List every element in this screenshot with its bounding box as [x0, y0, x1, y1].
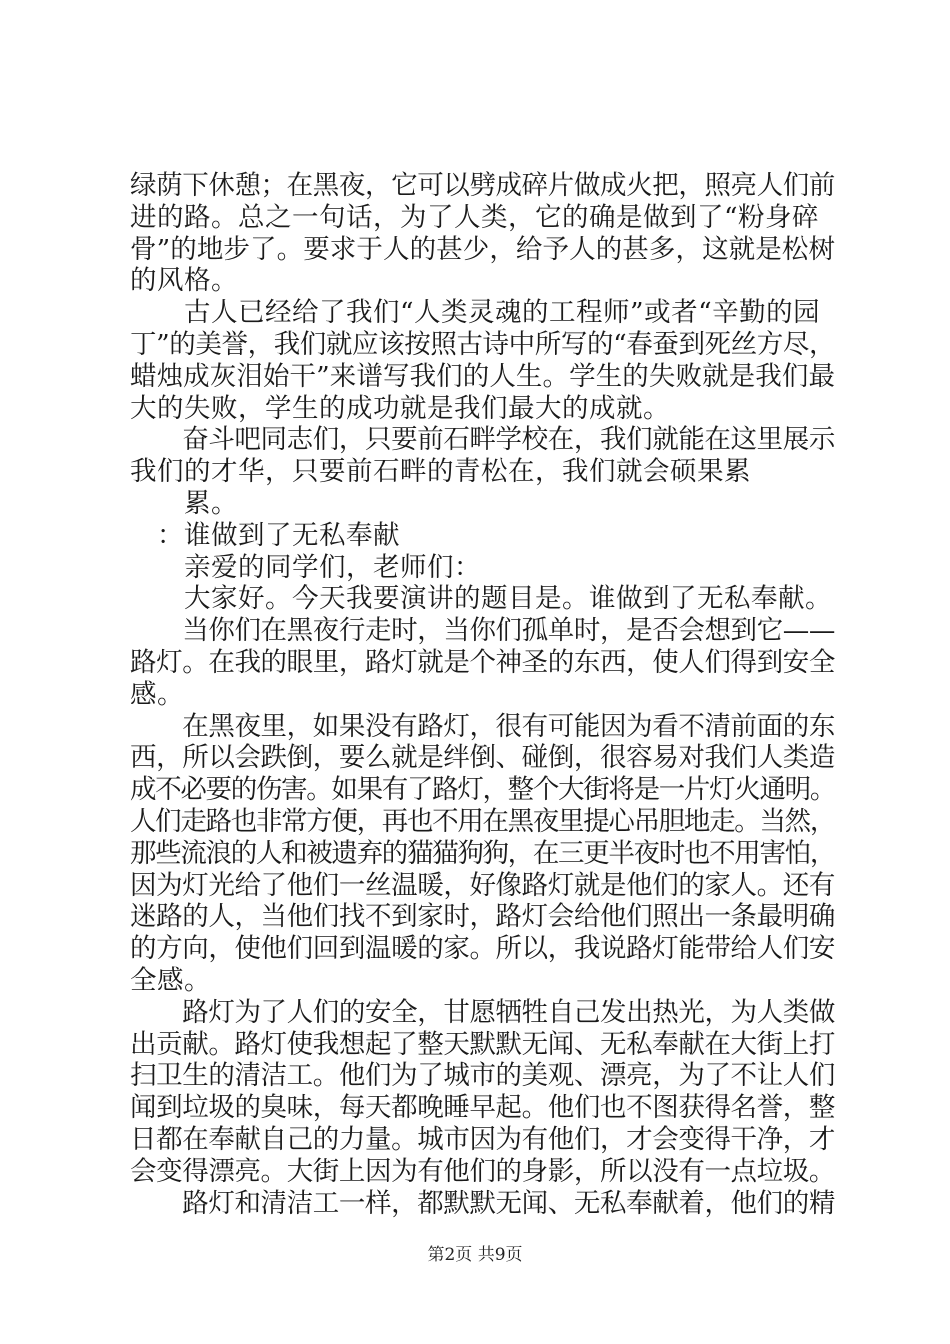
- text-line: 骨”的地步了。要求于人的甚少，给予人的甚多，这就是松树: [130, 233, 836, 265]
- text-line: 出贡献。路灯使我想起了整天默默无闻、无私奉献在大街上打: [130, 1028, 835, 1060]
- text-line: 当你们在黑夜行走时，当你们孤单时，是否会想到它——: [130, 615, 835, 647]
- text-line: 路灯为了人们的安全，甘愿牺牲自己发出热光，为人类做: [130, 996, 835, 1028]
- text-line: 亲爱的同学们，老师们：: [130, 551, 481, 583]
- text-line: 蜡烛成灰泪始干”来谱写我们的人生。学生的失败就是我们最: [130, 360, 836, 392]
- document-body: [130, 170, 836, 1219]
- text-line: 奋斗吧同志们，只要前石畔学校在，我们就能在这里展示: [130, 424, 835, 456]
- text-line: 扫卫生的清洁工。他们为了城市的美观、漂亮，为了不让人们: [130, 1060, 835, 1092]
- text-line: 大的失败，学生的成功就是我们最大的成就。: [130, 392, 670, 424]
- text-line: 路灯。在我的眼里，路灯就是个神圣的东西，使人们得到安全: [130, 646, 835, 678]
- text-line: 丁”的美誉，我们就应该按照古诗中所写的“春蚕到死丝方尽，: [130, 328, 836, 360]
- text-line: 人们走路也非常方便，再也不用在黑夜里提心吊胆地走。当然，: [130, 805, 835, 837]
- text-line: 成不必要的伤害。如果有了路灯，整个大街将是一片灯火通明。: [130, 774, 835, 806]
- text-line: 因为灯光给了他们一丝温暖，好像路灯就是他们的家人。还有: [130, 869, 835, 901]
- page-number-footer: 第2页 共9页: [427, 1245, 523, 1265]
- text-line: 大家好。今天我要演讲的题目是。谁做到了无私奉献。: [130, 583, 832, 615]
- text-line: 会变得漂亮。大街上因为有他们的身影，所以没有一点垃圾。: [130, 1155, 835, 1187]
- text-line: 古人已经给了我们“人类灵魂的工程师”或者“辛勤的园: [130, 297, 821, 329]
- text-line: 绿荫下休憩；在黑夜，它可以劈成碎片做成火把，照亮人们前: [130, 170, 835, 201]
- text-line: 的风格。: [130, 265, 238, 297]
- text-line: 迷路的人，当他们找不到家时，路灯会给他们照出一条最明确: [130, 901, 835, 933]
- text-line: 感。: [130, 678, 184, 710]
- text-line: 日都在奉献自己的力量。城市因为有他们，才会变得干净，才: [130, 1123, 835, 1155]
- text-line: 累。: [130, 487, 238, 519]
- text-line: 的方向，使他们回到温暖的家。所以，我说路灯能带给人们安: [130, 933, 835, 965]
- text-line: 我们的才华，只要前石畔的青松在，我们就会硕果累: [130, 456, 751, 488]
- text-line: 路灯和清洁工一样，都默默无闻、无私奉献着，他们的精: [130, 1187, 835, 1219]
- text-line: 西，所以会跌倒，要么就是绊倒、碰倒，很容易对我们人类造: [130, 742, 835, 774]
- section-heading: ：谁做到了无私奉献: [130, 519, 400, 551]
- text-line: 进的路。总之一句话，为了人类，它的确是做到了“粉身碎: [130, 201, 820, 233]
- text-line: 那些流浪的人和被遗弃的猫猫狗狗，在三更半夜时也不用害怕，: [130, 837, 835, 869]
- text-line: 闻到垃圾的臭味，每天都晚睡早起。他们也不图获得名誉，整: [130, 1092, 835, 1124]
- text-line: 全感。: [130, 964, 211, 996]
- text-line: 在黑夜里，如果没有路灯，很有可能因为看不清前面的东: [130, 710, 835, 742]
